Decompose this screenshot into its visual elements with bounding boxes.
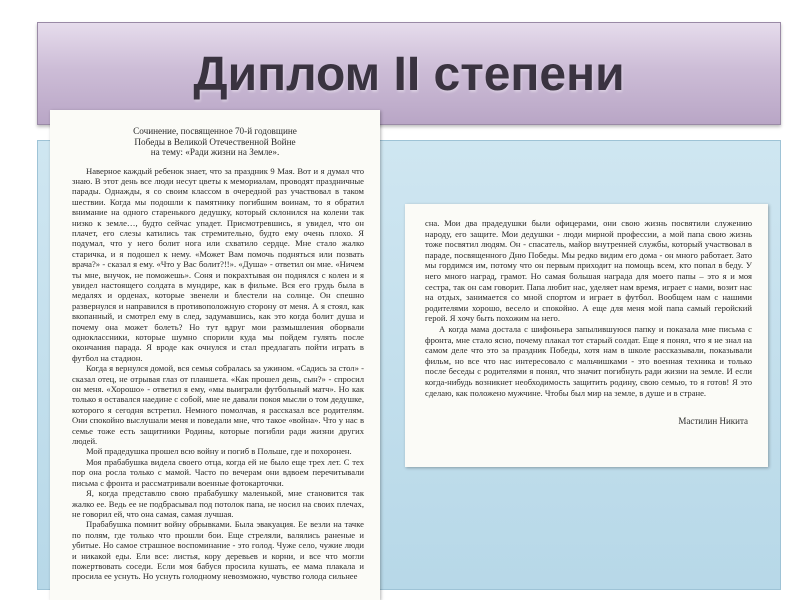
essay-page-1 bbox=[50, 110, 380, 600]
essay-body-page-2 bbox=[405, 204, 768, 398]
essay-body-page-1 bbox=[50, 158, 380, 582]
essay-paragraph: Я, когда представлю свою прабабушку маленькой, мне становится так жалко ее. Ведь ее не подбрасывал под потолок папа, не носил на своих плечах, не говорил ей, что она самая, самая лучшая. bbox=[72, 488, 364, 519]
essay-paragraph: Наверное каждый ребенок знает, что за праздник 9 Мая. Вот и я думал что знаю. В этот день все люди несут цветы к мемориалам, проводят праздничные парады. Однажды, я со своим классом в очередной раз участвовал в таком шествии. Когда мы подошли к памятнику погибшим воинам, то я обратил внимание на одного старенького дедушку, который склонился на колени так низко к земле…, будто сейчас упадет. Присмотревшись, я увидел, что он плачет, его слезы катились так стремительно, будто ему очень плохо. Я подумал, что у него болит нога или схватило сердце. Мне стало жалко старичка, и я подошел к нему. «Может Вам помочь подняться или позвать врача?» - сказал я ему. «Что у Вас болит?!!». «Душа» - ответил он мне. «Ничем ты мне, внучок, не поможешь». Соня и покрахтывая он поднялся с колен и я увидел настоящего солдата в мундире, как в фильме. Вся его грудь была в медалях и орденах, которые звенели и блестели на солнце. Он спешно развернулся и направился в противоположную сторону от меня. А я стоял, как вкопанный, и смотрел ему в след, задумавшись, как это когда болит душа и почему она может болеть? Но тут вдруг мои размышления оборвали одноклассники, которые шумно спорили куда мы пойдем гулять после окончания парада. Я вроде как очнулся и стал предлагать пойти играть в футбол на стадион. bbox=[72, 165, 364, 363]
essay-paragraph: Когда я вернулся домой, вся семья собралась за ужином. «Садись за стол» - сказал отец, не отрывая глаз от планшета. «Как прошел день, сын?» - спросил он меня. «Хорошо» - ответил я ему, «мы выиграли футбольный матч». Но как только я оставался наедине с собой, мне не давали покоя мысли о том дедушке, которого я сегодня встретил. Немного помолчав, я рассказал все родителям. Они спокойно выслушали меня и поведали мне, что такое «война». Что у нас в семье тоже есть защитники Родины, которые погибли ради жизни других людей. bbox=[72, 363, 364, 447]
essay-paragraph: Прабабушка помнит войну обрывками. Была эвакуация. Ее везли на тачке по полям, где только что прошли бои. Еще стреляли, валялись раненые и убитые. Но самое страшное воспоминание - это голод. Чуже село, чужие люди и никакой еды. Ели все: листья, кору деревьев и корни, и все что могли пожертвовать соседи. Если моя бабуся просила кушать, ее мама плакала и просила ее уснуть. Но уснуть голодному невозможно, чувство голода сильнее bbox=[72, 519, 364, 582]
slide-title: Диплом II степени bbox=[193, 48, 625, 101]
essay-heading-line: Победы в Великой Отечественной Войне bbox=[134, 136, 296, 147]
essay-paragraph: А когда мама достала с шифоньера запылившуюся папку и показала мне письма с фронта, мне стало ясно, почему плакал тот старый солдат. Еще я понял, что я не знал на самом деле что это за праздник Победы, хотя нам в школе рассказывали, показывали фильм, но все что нас интересовало с мальчишками - это военная техника и только после беседы с родителями я понял, что значит погибнуть ради жизни на земле. И если когда-нибудь возникнет необходимость защитить родину, свою семью, то я готов! Я это сделаю, как положено мужчине. Чтобы был мир на земле, в душе и в стране. bbox=[425, 323, 752, 398]
essay-paragraph: Моя прабабушка видела своего отца, когда ей не было еще трех лет. С тех пор она росла только с мамой. Часто по вечерам они вдвоем перечитывали письма с фронта и рассматривали военные фотокарточки. bbox=[72, 456, 364, 488]
essay-paragraph: Мой прадедушка прошел всю войну и погиб в Польше, где и похоронен. bbox=[86, 446, 352, 457]
essay-heading-line: на тему: «Ради жизни на Земле». bbox=[150, 147, 280, 157]
essay-page-2 bbox=[405, 204, 768, 467]
author-signature: Мастилин Никита bbox=[678, 416, 748, 427]
essay-heading bbox=[50, 110, 380, 158]
essay-paragraph: сна. Мои два прадедушки были офицерами, они свою жизнь посвятили служению народу, его защите. Мои дедушки - люди мирной профессии, а мой папа свою жизнь тоже посвятил людям. Он - спасатель, майор внутренней службы, который участвовал в параде, посвященного Дню Победы. Мы редко видим его дома - он много работает. Зато мы гордимся им, потому что он первым приходит на помощь всем, кто попал в беду. У него много наград, грамот. Но самая большая награда для моего папы – это я и моя сестра, так он сам говорит. Папа любит нас, уделяет нам время, играет с нами, возит нас на отдых, занимается со мной спортом и играет в футбол. Вообщем нам с нашими родителями хорошо, весело и спокойно. А еще для меня мой папа самый геройский герой. Я хочу быть похожим на него. bbox=[425, 218, 752, 324]
essay-heading-line: Сочинение, посвященное 70-й годовщине bbox=[133, 126, 297, 136]
